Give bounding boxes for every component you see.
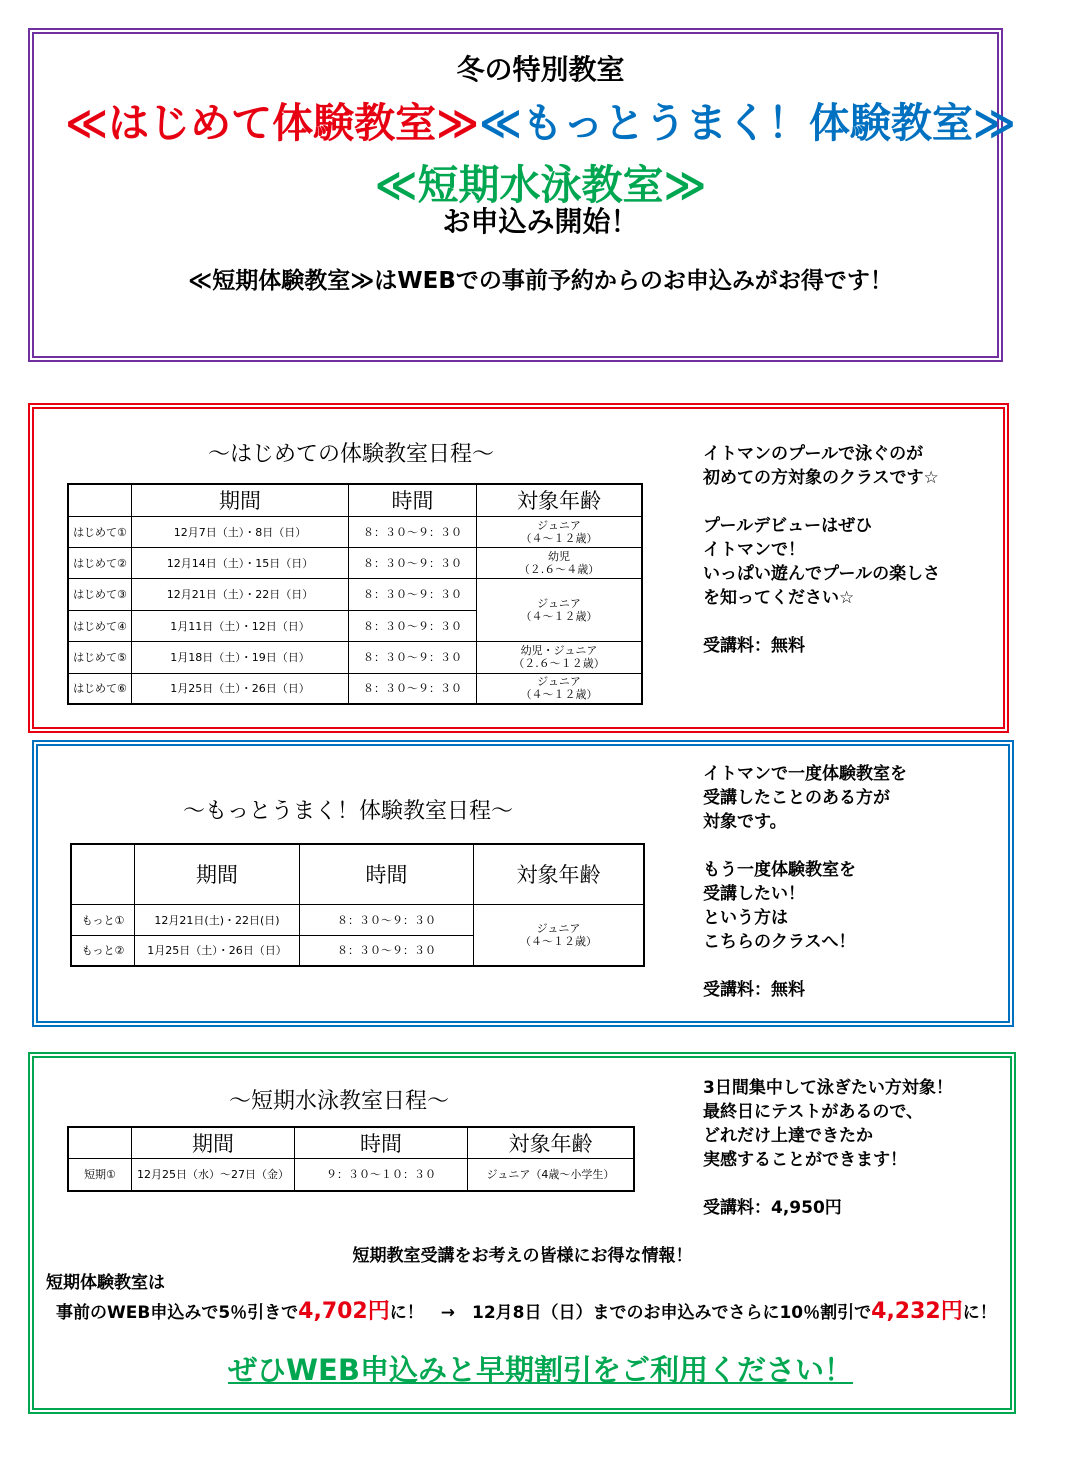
hajimete-table [67, 483, 643, 705]
col-age: 対象年齢 [477, 484, 643, 516]
row-age: ジュニア （４～１２歳） [477, 516, 643, 547]
row-label: はじめて⑤ [68, 641, 132, 673]
row-period: 1月11日（土）・12日（日） [132, 610, 349, 641]
hajimete-fee: 受講料：無料 [703, 636, 805, 656]
row-label: はじめて② [68, 547, 132, 578]
row-time: ８：３０〜９：３０ [349, 673, 477, 704]
row-time: ８：３０〜９：３０ [349, 516, 477, 547]
title-hajimete: ≪はじめて体験教室≫ [65, 99, 479, 147]
title-motto: ≪もっとうまく！体験教室≫ [479, 99, 1016, 147]
col-blank [68, 484, 132, 516]
col-age: 対象年齢 [474, 844, 645, 904]
motto-fee: 受講料：無料 [703, 980, 805, 1000]
row-age: ジュニア （４～１２歳） [474, 904, 645, 966]
col-period: 期間 [132, 484, 349, 516]
table-row [68, 578, 642, 610]
row-period: 12月14日（土）・15日（日） [132, 547, 349, 578]
row-age: 幼児・ジュニア （２.６～１２歳） [477, 641, 643, 673]
row-period: 12月21日（土）・22日（日） [132, 578, 349, 610]
row-time: ８：３０〜９：３０ [349, 610, 477, 641]
tanki-table [67, 1126, 635, 1192]
row-time: ８：３０〜９：３０ [349, 641, 477, 673]
info-heading: 短期教室受講をお考えの皆様にお得な情報！ [352, 1246, 693, 1266]
header-title-line [0, 90, 1081, 149]
tanki-description: 3日間集中して泳ぎたい方対象！ 最終日にテストがあるので、 どれだけ上達できたか 実感することができます！ 受講料：4,950円 [703, 1078, 953, 1218]
price-web: 4,702円 [298, 1299, 390, 1324]
col-blank [68, 1127, 132, 1159]
row-period: 1月18日（土）・19日（日） [132, 641, 349, 673]
row-label: もっと① [71, 904, 135, 935]
row-label: 短期① [68, 1159, 132, 1191]
col-period: 期間 [132, 1127, 295, 1159]
row-time: ８：３０〜９：３０ [349, 578, 477, 610]
header-line-4: お申込み開始！ [442, 205, 639, 238]
header-line-1: 冬の特別教室 [456, 53, 625, 86]
price-early: 4,232円 [871, 1299, 963, 1324]
info-label: 短期体験教室は [46, 1273, 165, 1293]
row-label: はじめて④ [68, 610, 132, 641]
motto-description: イトマンで一度体験教室を 受講したことのある方が 対象です。 もう一度体験教室を 受講したい！ という方は こちらのクラスへ！ 受講料：無料 [703, 764, 907, 1000]
tanki-fee: 受講料：4,950円 [703, 1198, 842, 1218]
col-time: 時間 [300, 844, 474, 904]
row-period: 12月7日（土）・8日（日） [132, 516, 349, 547]
title-tanki: ≪短期水泳教室≫ [374, 161, 707, 209]
table-row [68, 516, 642, 547]
cta-text: ぜひWEB申込みと早期割引をご利用ください！ [228, 1353, 853, 1387]
motto-title: ～もっとうまく！体験教室日程～ [183, 799, 514, 824]
row-period: 1月25日（土）・26日（日） [135, 935, 300, 966]
table-row [71, 904, 644, 935]
row-age: ジュニア （４～１２歳） [477, 673, 643, 704]
row-age: 幼児 （２.６～４歳） [477, 547, 643, 578]
row-label: はじめて① [68, 516, 132, 547]
row-age: ジュニア （４～１２歳） [477, 578, 643, 641]
row-age: ジュニア（4歳～小学生） [468, 1159, 635, 1191]
col-blank [71, 844, 135, 904]
col-time: 時間 [295, 1127, 468, 1159]
row-time: ８：３０〜９：３０ [300, 935, 474, 966]
row-label: はじめて③ [68, 578, 132, 610]
col-age: 対象年齢 [468, 1127, 635, 1159]
row-period: 12月21日(土)・22日(日) [135, 904, 300, 935]
hajimete-title: ～はじめての体験教室日程～ [208, 442, 495, 467]
table-row [68, 1159, 634, 1191]
row-time: ８：３０〜９：３０ [349, 547, 477, 578]
row-label: はじめて⑥ [68, 673, 132, 704]
hajimete-description: イトマンのプールで泳ぐのが 初めての方対象のクラスです☆ プールデビューはぜひ イトマンで！ いっぱい遊んでプールの楽しさ を知ってください☆ 受講料：無料 [703, 444, 941, 656]
col-time: 時間 [349, 484, 477, 516]
table-row [68, 641, 642, 673]
row-period: 1月25日（土）・26日（日） [132, 673, 349, 704]
motto-table [70, 843, 645, 967]
row-time: ９：３０～１０：３０ [295, 1159, 468, 1191]
row-period: 12月25日（水）～27日（金） [132, 1159, 295, 1191]
col-period: 期間 [135, 844, 300, 904]
web-note: ≪短期体験教室≫はWEBでの事前予約からのお申込みがお得です！ [188, 268, 893, 294]
tanki-title: ～短期水泳教室日程～ [229, 1089, 450, 1114]
table-row [68, 547, 642, 578]
row-time: ８：３０〜９：３０ [300, 904, 474, 935]
table-row [68, 673, 642, 704]
discount-line: 事前のWEB申込みで5％引きで4,702円に！ → 12月8日（日）までのお申込みでさらに10％割引で4,232円に！ [56, 1299, 997, 1324]
row-label: もっと② [71, 935, 135, 966]
